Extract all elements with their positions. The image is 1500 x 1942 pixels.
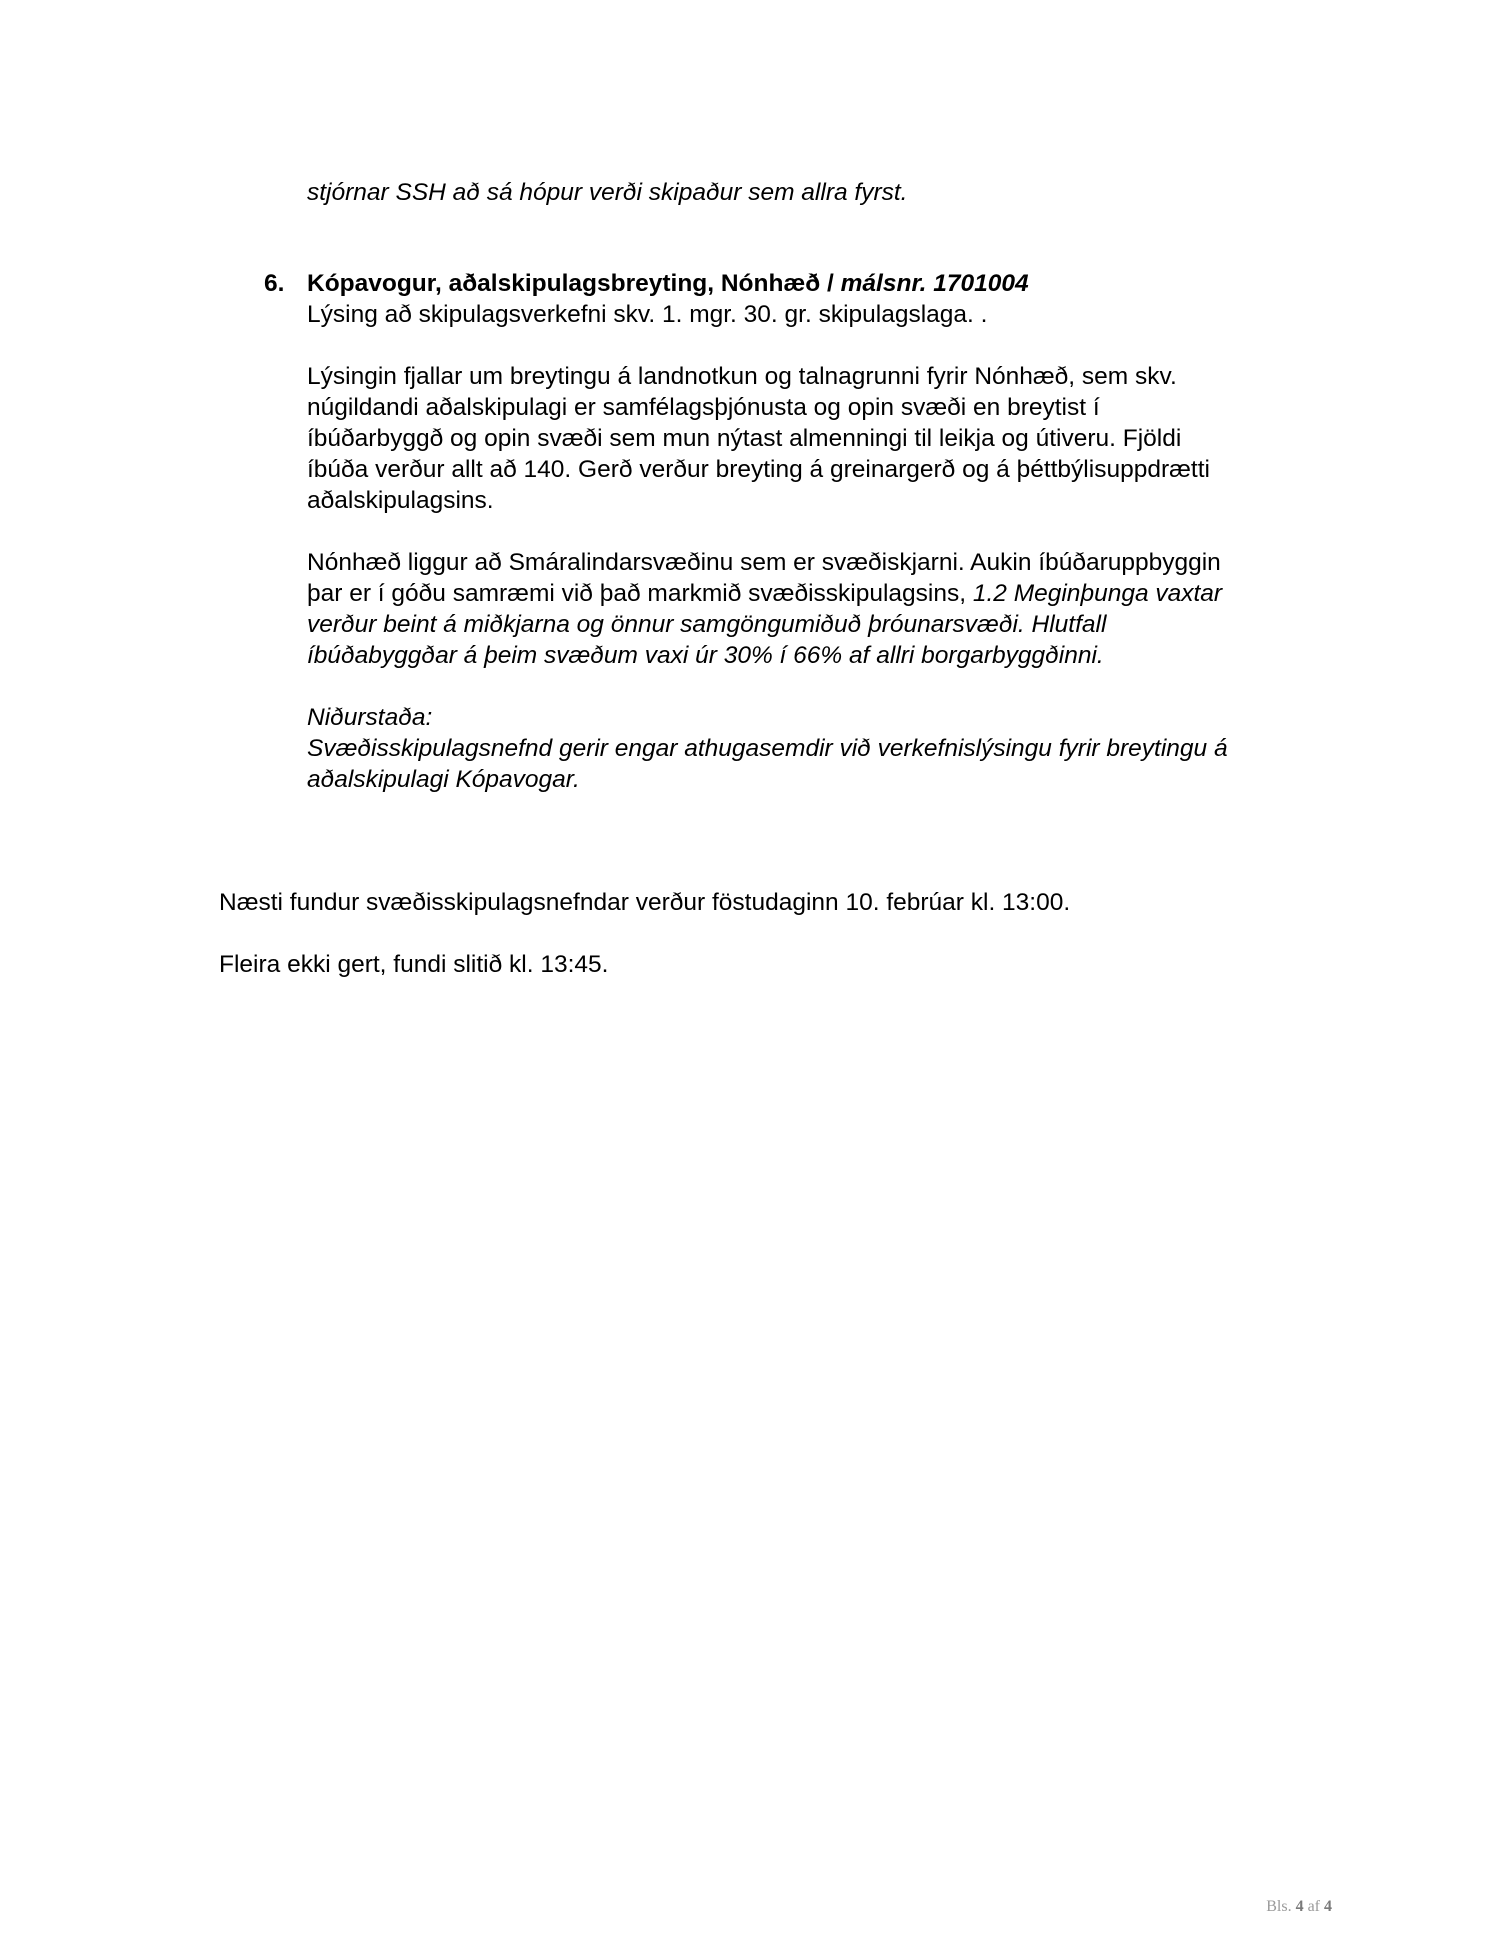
footer-total: 4 [1324, 1898, 1332, 1915]
footer-page: 4 [1295, 1898, 1304, 1915]
paragraph1-line: aðalskipulagsins. [307, 487, 494, 514]
item-case-number: málsnr. 1701004 [840, 270, 1029, 297]
next-meeting-text: Næsti fundur svæðisskipulagsnefndar verður föstudaginn 10. febrúar kl. 13:00. [219, 889, 1071, 916]
footer-of: af [1307, 1898, 1320, 1915]
result-text-line: Svæðisskipulagsnefnd gerir engar athugasemdir við verkefnislýsingu fyrir breytingu á [307, 735, 1228, 762]
paragraph1-line: Lýsingin fjallar um breytingu á landnotkun og talnagrunni fyrir Nónhæð, sem skv. [307, 363, 1177, 390]
result-text-line: aðalskipulagi Kópavogar. [307, 766, 580, 793]
paragraph2-italic-text: 1.2 Meginþunga vaxtar [972, 580, 1223, 607]
paragraph2-line: íbúðabyggðar á þeim svæðum vaxi úr 30% í 66% af allri borgarbyggðinni. [307, 642, 1104, 669]
paragraph2-normal-text: þar er í góðu samræmi við það markmið svæðisskipulagsins, [307, 580, 973, 607]
footer-prefix: Bls. [1266, 1898, 1292, 1915]
item-heading [307, 268, 1029, 299]
item-heading-bold: Kópavogur, aðalskipulagsbreyting, Nónhæð / [307, 270, 841, 297]
paragraph2-line: verður beint á miðkjarna og önnur samgöngumiðuð þróunarsvæði. Hlutfall [307, 611, 1107, 638]
item-number: 6. [264, 270, 285, 297]
paragraph1-line: núgildandi aðalskipulagi er samfélagsþjónusta og opin svæði en breytist í [307, 394, 1100, 421]
item-subheading: Lýsing að skipulagsverkefni skv. 1. mgr. 30. gr. skipulagslaga. . [307, 301, 988, 328]
closing-text: Fleira ekki gert, fundi slitið kl. 13:45. [219, 951, 609, 978]
page-number-footer [1266, 1898, 1332, 1916]
result-label: Niðurstaða: [307, 704, 433, 731]
intro-line: stjórnar SSH að sá hópur verði skipaður sem allra fyrst. [307, 179, 908, 206]
paragraph1-line: íbúðarbyggð og opin svæði sem mun nýtast almenningi til leikja og útiveru. Fjöldi [307, 425, 1182, 452]
paragraph1-line: íbúða verður allt að 140. Gerð verður breyting á greinargerð og á þéttbýlisuppdrætti [307, 456, 1210, 483]
paragraph2-line [307, 578, 1222, 609]
paragraph2-line: Nónhæð liggur að Smáralindarsvæðinu sem er svæðiskjarni. Aukin íbúðaruppbyggin [307, 549, 1221, 576]
